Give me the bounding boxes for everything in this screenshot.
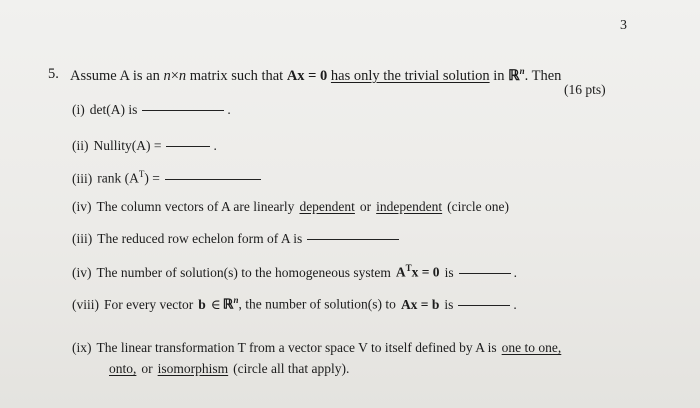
option-dependent[interactable]: dependent	[299, 199, 355, 214]
stem-intro: Assume A is an	[70, 67, 160, 84]
part-ix-label: (ix)	[72, 340, 92, 355]
part-homog-tail: is	[444, 264, 454, 280]
option-isomorphism[interactable]: isomorphism	[157, 361, 229, 376]
part-homog-answer-blank[interactable]	[459, 273, 511, 274]
option-independent[interactable]: independent	[376, 199, 443, 214]
part-ii-period: .	[213, 138, 217, 153]
part-iv-column-vectors	[72, 199, 509, 215]
part-ix-continued	[109, 361, 349, 377]
part-i-answer-blank[interactable]	[142, 110, 224, 111]
part-rref	[72, 231, 399, 247]
part-iii-text-b: ) =	[144, 170, 160, 186]
part-i	[72, 102, 231, 118]
part-ii	[72, 138, 217, 154]
viii-space-exponent: n	[233, 295, 239, 305]
part-iii-answer-blank[interactable]	[165, 179, 261, 180]
question-stem	[70, 66, 561, 85]
part-iv-label: (iv)	[72, 199, 92, 214]
part-ix-note: (circle all that apply).	[233, 361, 350, 376]
part-viii-label: (viii)	[72, 296, 99, 312]
part-viii-vector: b	[198, 296, 206, 312]
question-number: 5.	[48, 66, 59, 82]
part-ix-text: The linear transformation T from a vector space V to itself defined by A is	[96, 340, 497, 355]
stem-middle: matrix such that	[189, 67, 284, 84]
part-homog-label: (iv)	[72, 264, 92, 280]
viii-mid-text: , the number of solution(s) to	[238, 296, 396, 312]
part-viii-elem: ∈	[210, 296, 221, 312]
page-number: 3	[620, 18, 627, 33]
option-one-to-one[interactable]: one to one,	[501, 340, 562, 355]
part-iii-label: (iii)	[72, 170, 93, 186]
homog-eq-a: A	[395, 264, 406, 280]
part-iv-or: or	[359, 199, 372, 214]
homog-eq-b: x = 0	[411, 264, 440, 280]
stem-n2: n	[178, 67, 187, 84]
points-label: (16 pts)	[564, 82, 606, 97]
part-homog-equation	[396, 263, 440, 281]
option-onto[interactable]: onto,	[109, 361, 137, 376]
part-ix	[72, 340, 561, 356]
stem-space: ℝ	[508, 67, 520, 84]
part-iii-text-a: rank (A	[97, 170, 139, 186]
part-ii-label: (ii)	[72, 138, 89, 153]
part-iii-transpose: T	[138, 169, 145, 179]
part-viii-space	[223, 295, 396, 313]
part-iv-text: The column vectors of A are linearly	[96, 199, 295, 214]
part-viii	[72, 295, 517, 313]
part-viii-tail: is	[444, 296, 454, 312]
part-ix-or: or	[141, 361, 153, 376]
part-rref-label: (iii)	[72, 231, 93, 246]
part-iii-text	[97, 169, 160, 187]
part-homog-period: .	[513, 264, 517, 280]
stem-underlined-phrase: has only the trivial solution	[330, 67, 490, 84]
stem-end: . Then	[524, 67, 562, 84]
part-homogeneous	[72, 263, 517, 281]
part-rref-text: The reduced row echelon form of A is	[97, 231, 303, 246]
stem-in: in	[493, 67, 505, 84]
stem-space-exponent: n	[519, 66, 525, 76]
part-i-label: (i)	[72, 102, 85, 117]
stem-times: ×	[170, 67, 179, 84]
homog-eq-transpose: T	[405, 263, 412, 273]
part-iv-note: (circle one)	[447, 199, 509, 214]
part-ii-text: Nullity(A) =	[93, 138, 162, 153]
part-i-period: .	[227, 102, 231, 117]
part-rref-answer-blank[interactable]	[307, 239, 399, 240]
part-viii-equation: Ax = b	[400, 296, 440, 312]
part-ii-answer-blank[interactable]	[166, 146, 210, 147]
viii-space-symbol: ℝ	[222, 296, 234, 312]
stem-n1: n	[163, 67, 171, 84]
part-i-text: det(A) is	[89, 102, 138, 117]
part-viii-answer-blank[interactable]	[458, 305, 510, 306]
part-homog-text: The number of solution(s) to the homogeneous system	[96, 264, 391, 280]
part-iii-rank	[72, 169, 261, 187]
part-viii-period: .	[513, 296, 517, 312]
stem-equation: Ax = 0	[286, 67, 328, 84]
part-viii-text: For every vector	[104, 296, 194, 312]
